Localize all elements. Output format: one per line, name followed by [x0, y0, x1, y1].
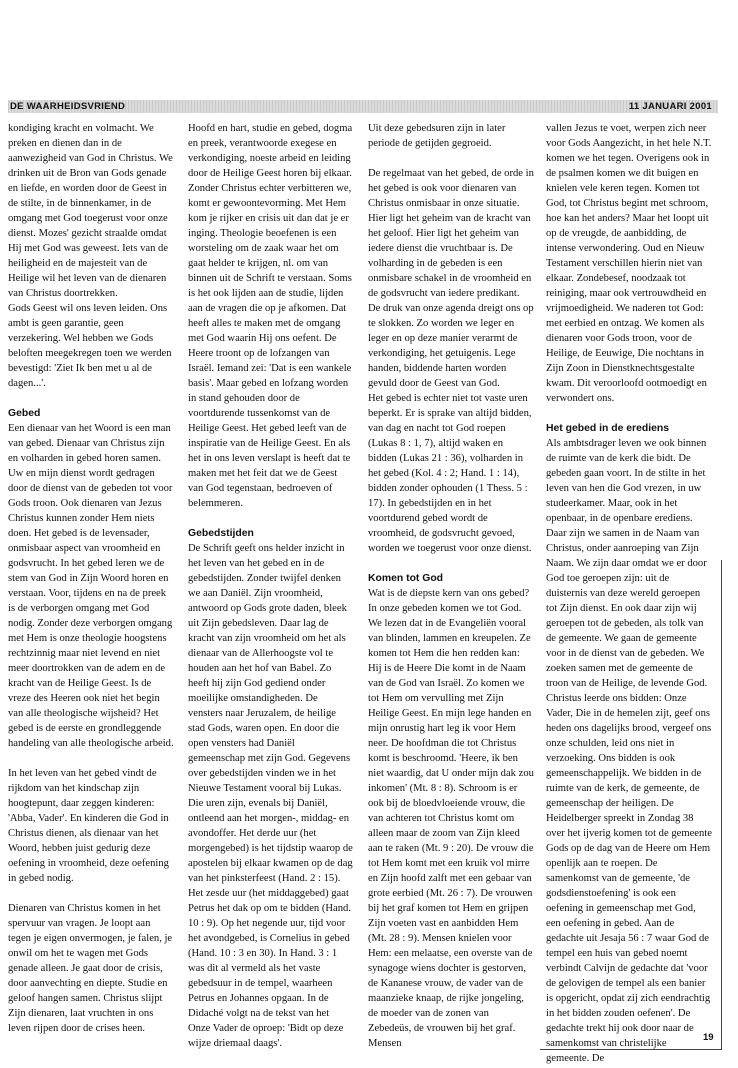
paragraph: Als ambtsdrager leven we ook binnen de ruimte van de kerk die bidt. De gebeden gaan voort. In de stilte in het leven van hen die God vrezen, in uw studeerkamer. Maar, ook in het openbaar, in de openbare erediens. Daar zijn we samen in de Naam van Christus, onder aanroeping van Zijn Naam. We zijn daar omdat we er door God toe geroepen zijn: uit de duisternis van deze wereld geroepen tot Zijn dienst. En ook daar zijn wij geroepen tot de gebeden, als tolk van de gemeente. We gaan de gemeente voor in de dienst van de gebeden. We zoeken samen met de gemeente de troon van de Heilige, de levende God. Christus leerde ons bidden: Onze Vader, Die in de hemelen zijt, geef ons heden ons dagelijks brood, vergeef ons onze schulden, leid ons niet in verzoeking. Ons bidden is ook gemeenschappelijk. We bidden in de ruimte van de kerk, de gemeente, de gemeenschap der heiligen. De Heidelberger spreekt in Zondag 38 over het ijverig komen tot de gemeente Gods op de dag van de Heere om Hem openlijk aan te roepen. De samenkomst van de gemeente, 'de godsdienstoefening' is ook een oefening in gemeenschap met God, een oefening in gebed. Aan de gedachte uit Jesaja 56 : 7 waar God de tempel een huis van gebed noemt verbindt Calvijn de gedachte dat 'voor de gelovigen de tempel als een banier is opgericht, opdat zij zich eendrachtig in het bidden zouden oefenen'. De gedachte trekt hij ook door naar de samenkomst van christelijke gemeente. De [546, 438, 712, 1064]
publication-name: DE WAARHEIDSVRIEND [10, 101, 126, 112]
footer-rule [540, 1049, 722, 1050]
section-heading-erediens: Het gebed in de erediens [546, 423, 669, 434]
paragraph: De Schrift geeft ons helder inzicht in het leven van het gebed en in de gebedstijden. Zonder twijfel denken we aan Daniël. Zijn vroomheid, antwoord op Gods grote daden, bleek uit Zijn gebedsleven. Daar lag de kracht van zijn vroomheid om het als dienaar van de Allerhoogste vol te houden aan het hof van Babel. Zo heeft hij zijn God gediend onder moeilijke omstandigheden. De vensters naar Jeruzalem, de heilige stad Gods, waren open. En door die open vensters had Daniël gemeenschap met zijn God. Gegevens over gebedstijden vinden we in het Nieuwe Testament vooral bij Lukas. Die uren zijn, evenals bij Daniël, ontleend aan het morgen-, middag- en avondoffer. Het derde uur (het morgengebed) is het tijdstip waarop de apostelen bij elkaar kwamen op de dag van het pinksterfeest (Hand. 2 : 15). Het zesde uur (het middaggebed) gaat Petrus het dak op om te bidden (Hand. 10 : 9). Op het negende uur, tijd voor het avondgebed, is Cornelius in gebed (Hand. 10 : 3 en 30). In Hand. 3 : 1 was dit al vermeld als het vaste gebedsuur in de tempel, waarheen Petrus en Johannes opgaan. In de Didaché volgt na de tekst van het Onze Vader de oproep: 'Bidt op deze wijze driemaal daags'. [188, 543, 353, 1049]
issue-date: 11 JANUARI 2001 [628, 101, 712, 112]
paragraph: Uit deze gebedsuren zijn in later periode de getijden gegroeid. [368, 123, 506, 149]
paragraph: In het leven van het gebed vindt de rijkdom van het kindschap zijn hoogtepunt, daar zeggen kinderen: 'Abba, Vader'. En kinderen die God in Christus dienen, als dienaar van het Woord, hebben juist gedurig deze oefening in vroomheid, deze oefening in gebed nodig. [8, 768, 169, 884]
paragraph: kondiging kracht en volmacht. We preken en dienen dan in de aanwezigheid van God in Christus. We drinken uit de Bron van Gods genade en liefde, en worden door de Geest in de stilte, in de binnenkamer, in de omgang met God toegerust voor onze dienst. Mozes' gezicht straalde omdat Hij met God was geweest. Iets van de heiligheid en de majesteit van de Heilige wil het leven van de dienaren van Christus doortrekken. [8, 123, 173, 299]
paragraph: vallen Jezus te voet, werpen zich neer voor Gods Aangezicht, in het hele N.T. komen we het tegen. Overigens ook in de psalmen komen we dit buigen en knielen vele keren tegen. Komen tot God, tot Christus begint met schroom, hoe kan het anders? Maar het loopt uit op de vreugde, de aanbidding, de intense verwondering. Oud en Nieuw Testament verschillen hierin niet van elkaar. Zondebesef, noodzaak tot reiniging, maar ook vertrouwdheid en vrijmoedigheid. We naderen tot God: met eerbied en ontzag. We komen als dienaren voor Gods troon, voor de Heilige, de Eeuwige, Die nochtans in Zijn Zoon in Dienstknechtsgestalte kwam. Dit veroorloofd ootmoedigt en verwondert ons. [546, 123, 712, 404]
paragraph: Een dienaar van het Woord is een man van gebed. Dienaar van Christus zijn en volharden in gebed horen samen. Uw en mijn dienst wordt gedragen door de dienst van de gebeden tot voor Gods troon. Ook dienaren van Jezus Christus kunnen zonder Hem niets doen. Het gebed is de levensader, onmisbaar aspect van vroomheid en godsvrucht. In het gebed leren we de stem van God in Zijn Woord horen en verstaan. Voor, tijdens en na de preek is de verborgen omgang met God nodig. Zonder deze verborgen omgang met Hem is onze theologie hoogstens rechtzinnig maar niet levend en niet meer doortrokken van de adem en de kracht van de Heilige Geest. Is de vreze des Heeren ook niet het begin van alle theologische wijsheid? Het gebed is de eerste en grondleggende handeling van alle theologische arbeid. [8, 423, 174, 749]
section-heading-gebedstijden: Gebedstijden [188, 528, 254, 539]
paragraph: Dienaren van Christus komen in het spervuur van vragen. Je loopt aan tegen je eigen onvermogen, je falen, je onwil om het te wagen met Gods genade alleen. Je gaat door de crisis, door aanvechting en diepte. Studie en geloof hangen samen. Christus slijpt Zijn dienaren, laat vruchten in ons leven rijpen door de crises heen. [8, 903, 173, 1034]
paragraph: Gods Geest wil ons leven leiden. Ons ambt is geen garantie, geen verzekering. Wel hebben we Gods beloften meegekregen toen we werden bevestigd: 'Ziet Ik ben met u al de dagen...'. [8, 303, 172, 389]
section-heading-gebed: Gebed [8, 408, 41, 419]
column-2 [188, 121, 354, 1051]
page-number: 19 [703, 1032, 714, 1043]
column-1 [8, 121, 174, 1036]
column-3 [368, 121, 534, 1051]
paragraph: Hoofd en hart, studie en gebed, dogma en preek, verantwoorde exegese en verkondiging, noeste arbeid en leiding door de Heilige Geest horen bij elkaar. Zonder Christus echter verbitteren we, komt er gewoontevorming. Met Hem kom je rijker en crisis uit dan dat je er inging. Theologie beoefenen is een worsteling om de zaak waar het om gaat helder te krijgen, nl. om van binnen uit de Schrift te verstaan. Soms is het ook lijden aan de studie, lijden aan de vragen die op je afkomen. Dat heeft alles te maken met de omgang met God waarin Hij ons oefent. De Heere troont op de lofzangen van Israël. Iemand zei: 'Dat is een wankele basis'. Maar gebed en lofzang worden in stand gehouden door de voortdurende tussenkomst van de Heilige Geest. Het gebed leeft van de inspiratie van de Heilige Geest. En als het in ons leven verslapt is heeft dat te maken met het feit dat we de Geest van God tegenstaan, bedroeven of belemmeren. [188, 123, 353, 509]
paragraph: Wat is de diepste kern van ons gebed? In onze gebeden komen we tot God. We lezen dat in de Evangeliën vooral van blinden, lammen en kreupelen. Ze komen tot Hem die hen redden kan: Hij is de Heere Die komt in de Naam van de God van Israël. Zo komen we tot Hem om vervulling met Zijn Heilige Geest. En mijn lege handen en mijn onrustig hart leg ik voor Hem neer. De hoofdman die tot Christus komt is beschroomd. 'Heere, ik ben niet waardig, dat U onder mijn dak zou inkomen' (Mt. 8 : 8). Schroom is er ook bij de bloedvloeiende vrouw, die van achteren tot Christus komt om alleen maar de zoom van Zijn kleed aan te raken (Mt. 9 : 20). De vrouw die tot Hem komt met een kruik vol mirre en Zijn hoofd zalft met een gebaar van grote eerbied (Mt. 26 : 7). De vrouwen bij het graf komen tot Hem en grijpen Zijn voeten vast en aanbidden Hem (Mt. 28 : 9). Mensen knielen voor Hem: een melaatse, een overste van de synagoge wiens dochter is gestorven, de Kananese vrouw, de vader van de maanzieke knaap, de rijke jongeling, de moeder van de zonen van Zebedeüs, de vrouwen bij het graf. Mensen [368, 588, 534, 1049]
paragraph: De regelmaat van het gebed, de orde in het gebed is ook voor dienaren van Christus onmisbaar in onze situatie. Hier ligt het geheim van de kracht van het geloof. Hier ligt het geheim van iedere dienst die vruchtbaar is. De volharding in de gebeden is een onmisbare schakel in de vroomheid en de godsvrucht van iedere predikant. De druk van onze agenda dreigt ons op te slokken. Zo worden we leger en leger en op deze manier verarmt de verkondiging, het getuigenis. Lege handen, biddende harten worden gevuld door de Geest van God. [368, 168, 534, 389]
paragraph: Het gebed is echter niet tot vaste uren beperkt. Er is sprake van altijd bidden, van dag en nacht tot God roepen (Lukas 8 : 1, 7), altijd waken en bidden (Lukas 21 : 36), volharden in het gebed (Kol. 4 : 2; Hand. 1 : 14), bidden zonder ophouden (1 Thess. 5 : 17). In gebedstijden en in het voortdurend gebed wordt de vroomheid, de godsvrucht gevoed, worden we toegerust voor onze dienst. [368, 393, 532, 554]
section-heading-komen-tot-god: Komen tot God [368, 573, 444, 584]
column-4 [546, 121, 712, 1066]
page-edge-rule [721, 560, 722, 1050]
